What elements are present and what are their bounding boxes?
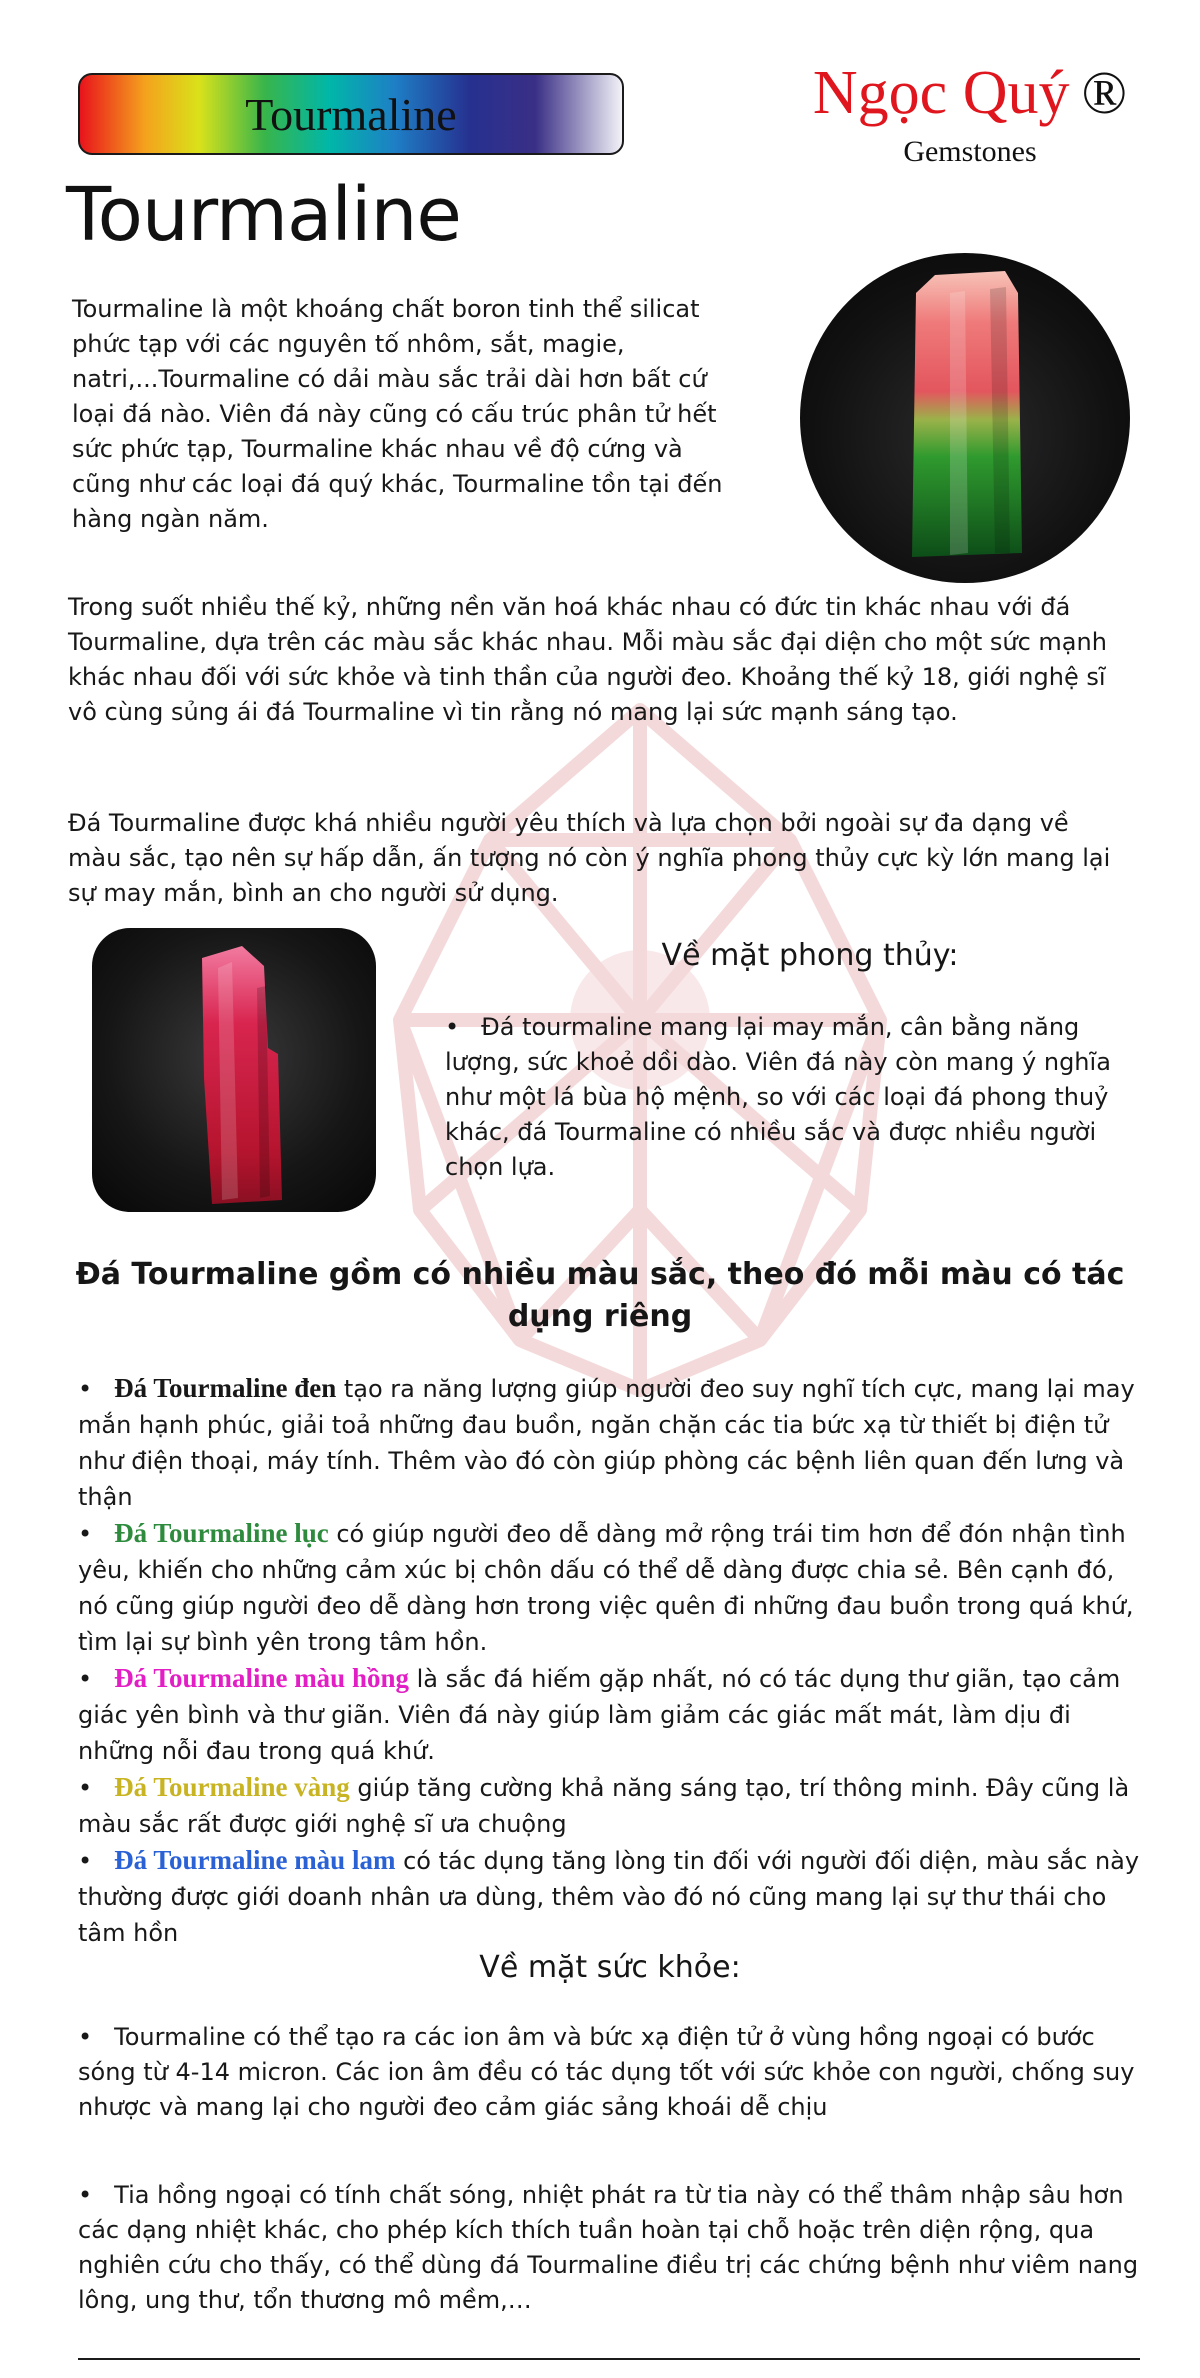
gemstone-photo-pink [92, 928, 376, 1212]
bicolor-crystal-illustration [800, 253, 1130, 583]
page-title: Tourmaline [66, 172, 461, 258]
feng-shui-text: • Đá tourmaline mang lại may mắn, cân bằng năng lượng, sức khoẻ dồi dào. Viên đá này còn mang ý nghĩa như một lá bùa hộ mệnh, so với các loại đá phong thuỷ khác, đá Tourmaline có nhiều sắc và được nhiều người chọn lựa. [445, 1013, 1111, 1181]
health-bullet-1 [78, 2020, 1140, 2125]
color-name-pink: Đá Tourmaline màu hồng [114, 1663, 409, 1693]
list-item [78, 1769, 1140, 1842]
bullet-dot: • [78, 1665, 93, 1693]
pink-crystal-illustration [92, 928, 376, 1212]
color-name-green: Đá Tourmaline lục [114, 1518, 329, 1548]
bullet-dot: • [78, 1520, 93, 1548]
list-item [78, 1370, 1140, 1515]
bullet-dot: • [78, 1375, 93, 1403]
registered-mark: ® [1081, 60, 1128, 126]
brand-subtitle: Gemstones [903, 135, 1037, 168]
color-desc: tạo ra năng lượng giúp người đeo suy nghĩ tích cực, mang lại may mắn hạnh phúc, giải toả những đau buồn, ngăn chặn các tia bức xạ từ thiết bị điện tử như điện thoại, máy tính. Thêm vào đó còn giúp phòng các bệnh liên quan đến lưng và thận [78, 1375, 1135, 1511]
color-desc: có giúp người đeo dễ dàng mở rộng trái tim hơn để đón nhận tình yêu, khiến cho những cảm xúc bị chôn dấu có thể dễ dàng được chia sẻ. Bên cạnh đó, nó cũng giúp người đeo dễ dàng hơn trong việc quên đi những đau buồn trong quá khứ, tìm lại sự bình yên trong tâm hồn. [78, 1520, 1134, 1656]
health-heading: Về mặt sức khỏe: [479, 1950, 741, 1985]
intro-paragraph-1: Tourmaline là một khoáng chất boron tinh thể silicat phức tạp với các nguyên tố nhôm, sắt, magie, natri,...Tourmaline có dải màu sắc trải dài hơn bất cứ loại đá nào. Viên đá này cũng có cấu trúc phân tử hết sức phức tạp, Tourmaline khác nhau về độ cứng và cũng như các loại đá quý khác, Tourmaline tồn tại đến hàng ngàn năm. [72, 295, 723, 533]
health-bullet-2 [78, 2178, 1140, 2318]
feng-shui-bullet [445, 1010, 1135, 1185]
intro-paragraph-3: Đá Tourmaline được khá nhiều người yêu thích và lựa chọn bởi ngoài sự đa dạng về màu sắc, tạo nên sự hấp dẫn, ấn tượng nó còn ý nghĩa phong thủy cực kỳ lớn mang lại sự may mắn, bình an cho người sử dụng. [68, 809, 1111, 907]
color-name-yellow: Đá Tourmaline vàng [114, 1772, 350, 1802]
colors-heading: Đá Tourmaline gồm có nhiều màu sắc, theo đó mỗi màu có tác dụng riêng [75, 1257, 1125, 1334]
brand-name: Ngọc Quý [812, 59, 1070, 127]
color-desc: giúp tăng cường khả năng sáng tạo, trí thông minh. Đây cũng là màu sắc rất được giới nghệ sĩ ưa chuộng [78, 1774, 1130, 1838]
color-list [78, 1370, 1140, 1951]
intro-paragraph-2: Trong suốt nhiều thế kỷ, những nền văn hoá khác nhau có đức tin khác nhau với đá Tourmaline, dựa trên các màu sắc khác nhau. Mỗi màu sắc đại diện cho một sức mạnh khác nhau đối với sức khỏe và tinh thần của người đeo. Khoảng thế kỷ 18, giới nghệ sĩ vô cùng sủng ái đá Tourmaline vì tin rằng nó mang lại sức mạnh sáng tạo. [68, 593, 1107, 726]
brand-logo [800, 59, 1140, 127]
feng-shui-heading: Về mặt phong thủy: [661, 938, 959, 973]
gemstone-photo-bicolor [800, 253, 1130, 583]
color-desc: có tác dụng tăng lòng tin đối với người đối diện, màu sắc này thường được giới doanh nhân ưa dùng, thêm vào đó nó cũng mang lại sự thư thái cho tâm hồn [78, 1847, 1140, 1947]
bottom-divider [78, 2358, 1140, 2360]
color-name-blue: Đá Tourmaline màu lam [114, 1845, 396, 1875]
banner-label: Tourmaline [245, 88, 457, 140]
health-text-2: • Tia hồng ngoại có tính chất sóng, nhiệt phát ra từ tia này có thể thâm nhập sâu hơn các dạng nhiệt khác, cho phép kích thích tuần hoàn tại chỗ hoặc trên diện rộng, qua nghiên cứu cho thấy, có thể dùng đá Tourmaline điều trị các chứng bệnh như viêm nang lông, ung thư, tổn thương mô mềm,… [78, 2181, 1138, 2314]
color-desc: là sắc đá hiếm gặp nhất, nó có tác dụng thư giãn, tạo cảm giác yên bình và thư giãn. Viên đá này giúp làm giảm các giác mất mát, làm dịu đi những nỗi đau trong quá khứ. [78, 1665, 1121, 1765]
color-name-black: Đá Tourmaline đen [114, 1373, 337, 1403]
list-item [78, 1515, 1140, 1660]
bullet-dot: • [78, 1774, 93, 1802]
list-item [78, 1842, 1140, 1951]
title-banner [78, 73, 624, 155]
health-text-1: • Tourmaline có thể tạo ra các ion âm và bức xạ điện tử ở vùng hồng ngoại có bước sóng từ 4-14 micron. Các ion âm đều có tác dụng tốt với sức khỏe con người, chống suy nhược và mang lại cho người đeo cảm giác sảng khoái dễ chịu [78, 2023, 1134, 2121]
bullet-dot: • [78, 1847, 93, 1875]
list-item [78, 1660, 1140, 1769]
